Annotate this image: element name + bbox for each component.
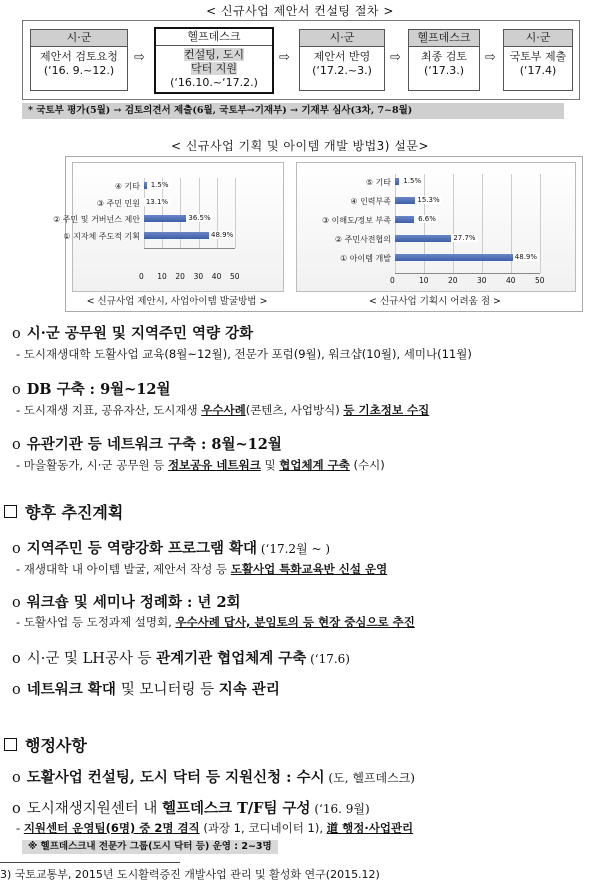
process-step-date: (‘16. 9.~12.) <box>43 64 115 77</box>
chart-tick-label: 10 <box>157 272 167 281</box>
chart-category-label: ③ 이해도/정보 부족 <box>321 216 391 225</box>
footnote-divider <box>0 862 180 863</box>
process-step-header: 헬프데스크 <box>156 29 272 46</box>
checkbox-square-icon <box>4 505 17 518</box>
chart-data-label: 13.1% <box>145 197 169 206</box>
bullet-detail: - 도활사업 등 도정과제 설명회, 우수사례 답사, 분임토의 등 현장 중심으로 추진 <box>16 615 415 629</box>
bullet-heading: o 워크숍 및 세미나 정례화 : 년 2회 <box>12 594 241 611</box>
process-step-text: 제안서 반영 <box>313 50 371 63</box>
process-step-text: 제안서 검토요청 <box>40 50 118 63</box>
chart-tick-label: 20 <box>175 272 185 281</box>
section-heading: 행정사항 <box>4 733 87 756</box>
bullet-detail: - 도시재생 지표, 공유자산, 도시재생 우수사례(콘텐츠, 사업방식) 등 기초정보 수집 <box>16 403 430 417</box>
chart-category-label: ② 주민 및 거버넌스 제안 <box>53 215 140 224</box>
chart-data-label: 36.5% <box>188 214 211 222</box>
chart-category-label: ④ 인력부족 <box>350 197 391 206</box>
chart-category-label: ① 아이템 개발 <box>340 254 391 263</box>
bullet-heading: o 네트워크 확대 및 모니터링 등 지속 관리 <box>12 681 280 698</box>
process-step-date: (‘17.4) <box>519 64 557 77</box>
chart-tick-label: 30 <box>477 276 487 285</box>
chart-2-caption: < 신규사업 기획시 어려움 점 > <box>369 296 501 307</box>
bullet-heading: o 시·군 및 LH공사 등 관계기관 협업체계 구축 (‘17.6) <box>12 650 350 667</box>
chart-gridline <box>540 174 541 273</box>
footnote: 3) 국토교통부, 2015년 도시활력증진 개발사업 관리 및 활성화 연구(2015.12) <box>0 868 380 881</box>
bullet-detail: - 지원센터 운영팀(6명) 중 2명 겸직 (과장 1, 코디네이터 1), 道 행정·사업관리 <box>16 821 414 835</box>
bullet-heading: o 유관기관 등 네트워크 구축 : 8월~12월 <box>12 436 282 453</box>
checkbox-square-icon <box>4 738 17 751</box>
process-step-2 <box>154 27 274 94</box>
process-step-date: (‘17.2.~3.) <box>312 64 372 77</box>
bullet-detail: - 재생대학 내 아이템 발굴, 제안서 작성 등 도활사업 특화교육반 신설 운영 <box>16 562 388 576</box>
process-step-3 <box>299 29 385 91</box>
bullet-detail: - 마을활동가, 시·군 공무원 등 정보공유 네트워크 및 협업체계 구축 (수시) <box>16 458 385 472</box>
process-step-text: 국토부 제출 <box>509 50 567 63</box>
arrow-icon: ⇨ <box>134 50 145 65</box>
chart-tick-label: 10 <box>419 276 429 285</box>
process-step-header: 시·군 <box>300 30 384 47</box>
bullet-heading: o 지역주민 등 역량강화 프로그램 확대 (‘17.2월 ~ ) <box>12 540 331 557</box>
bullet-heading: o 시·군 공무원 및 지역주민 역량 강화 <box>12 325 254 342</box>
process-step-text: 닥터 지원 <box>190 62 237 75</box>
chart-tick-label: 40 <box>506 276 516 285</box>
chart-data-label: 48.9% <box>210 230 234 239</box>
process-step-header: 시·군 <box>31 30 127 47</box>
arrow-icon: ⇨ <box>390 50 401 65</box>
chart-category-label: ⑤ 기타 <box>365 178 391 187</box>
chart-tick-label: 50 <box>230 272 240 281</box>
chart-data-label: 1.5% <box>150 181 169 189</box>
bullet-heading: o 도시재생지원센터 내 헬프데스크 T/F팀 구성 (‘16. 9월) <box>12 800 370 817</box>
process-step-date: (‘16.10.~‘17.2.) <box>170 76 258 89</box>
chart-tick-label: 40 <box>211 272 222 281</box>
chart-category-label: ④ 기타 <box>114 182 140 191</box>
note-box: ※ 헬프데스크내 전문가 그룹(도시 닥터 등) 운영 : 2~3명 <box>22 840 278 854</box>
chart-tick-label: 50 <box>535 276 545 285</box>
process-step-5 <box>503 29 573 91</box>
chart-category-label: ② 주민사전협의 <box>334 235 391 244</box>
chart-data-label: 1.5% <box>403 177 422 185</box>
chart-data-label: 6.6% <box>418 215 436 223</box>
chart-category-label: ③ 주민 민원 <box>96 198 140 208</box>
chart-data-label: 27.7% <box>453 234 476 242</box>
process-step-date: (‘17.3.) <box>423 64 465 77</box>
chart-bar <box>395 178 399 185</box>
bullet-heading: o DB 구축 : 9월~12월 <box>12 381 171 398</box>
chart-axis <box>144 248 235 249</box>
arrow-icon: ⇨ <box>279 50 290 65</box>
process-step-text: 컨설팅, 도시 <box>183 48 245 61</box>
process-step-header: 헬프데스크 <box>409 30 479 47</box>
process-step-1 <box>30 29 128 91</box>
process-note: * 국토부 평가(5월) → 검토의견서 제출(6월, 국토부→기재부) → 기재부 심사(3차, 7~8월) <box>22 103 564 119</box>
bullet-detail: - 도시재생대학 도활사업 교육(8월~12월), 전문가 포럼(9월), 워크샵(10월), 세미나(11월) <box>16 347 472 361</box>
chart-axis <box>395 273 540 274</box>
bullet-heading: o 도활사업 컨설팅, 도시 닥터 등 지원신청 : 수시 (도, 헬프데스크) <box>12 769 415 786</box>
chart-category-label: ① 지자체 주도적 기획 <box>63 231 140 241</box>
chart-1-caption: < 신규사업 제안시, 사업아이템 발굴방법 > <box>86 296 268 307</box>
chart-bar <box>144 182 147 189</box>
chart-tick-label: 30 <box>193 272 204 281</box>
chart-tick-label: 0 <box>139 272 144 281</box>
section-heading: 향후 추진계획 <box>4 500 123 523</box>
survey-title: < 신규사업 기획 및 아이템 개발 방법3) 설문> <box>170 139 430 153</box>
chart-data-label: 15.3% <box>417 196 440 204</box>
chart-tick-label: 20 <box>448 276 458 285</box>
chart-tick-label: 0 <box>390 276 395 285</box>
chart-bar <box>395 216 414 223</box>
process-step-header: 시·군 <box>504 30 572 47</box>
arrow-icon: ⇨ <box>485 50 496 65</box>
process-step-text: 최종 검토 <box>420 50 467 63</box>
process-step-4 <box>408 29 480 91</box>
process-title: < 신규사업 제안서 컨설팅 절차 > <box>206 4 394 18</box>
chart-data-label: 48.9% <box>514 253 538 261</box>
